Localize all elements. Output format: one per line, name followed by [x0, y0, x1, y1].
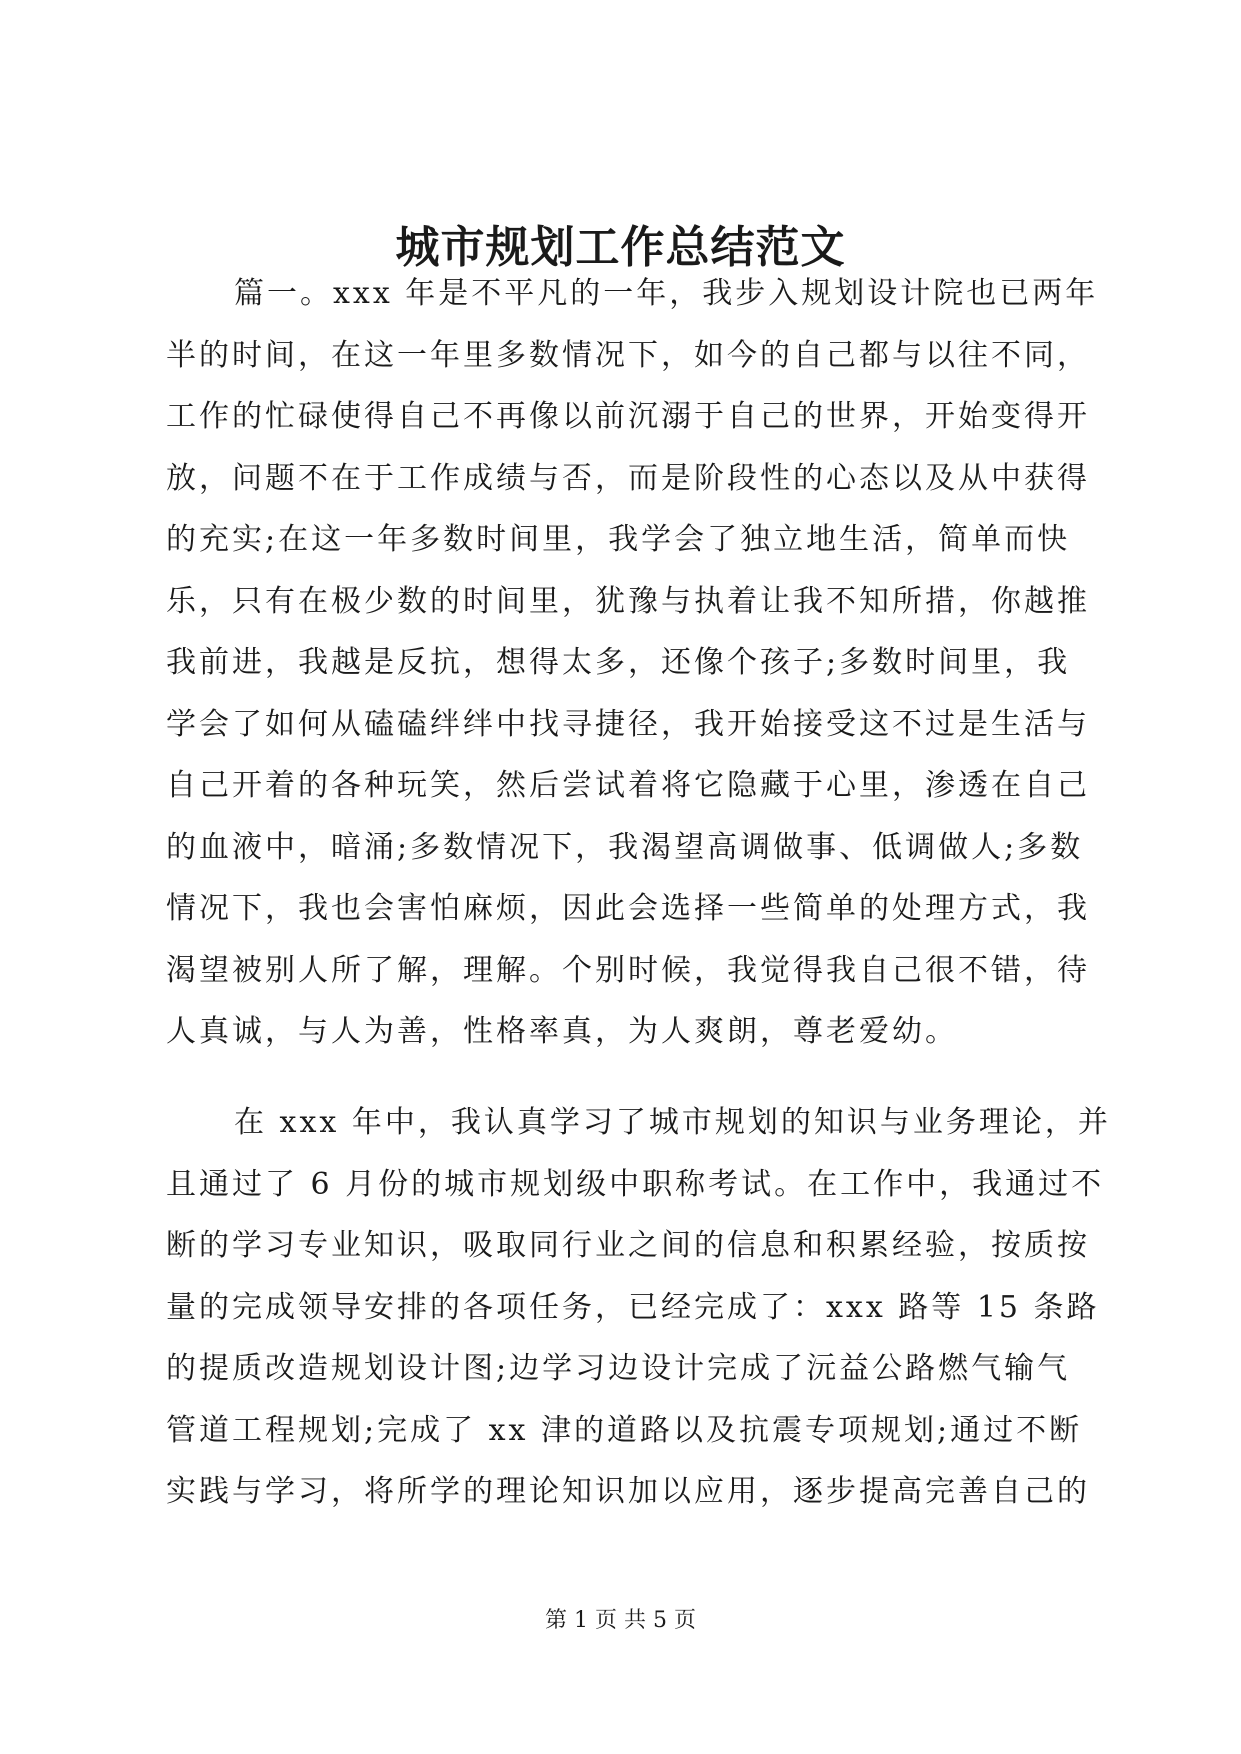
- paragraph-line: 情况下，我也会害怕麻烦，因此会选择一些简单的处理方式，我: [166, 891, 1090, 926]
- paragraph-line: 半的时间，在这一年里多数情况下，如今的自己都与以往不同，: [166, 337, 1090, 373]
- paragraph-line: 在 xxx 年中，我认真学习了城市规划的知识与业务理论，并: [234, 1105, 1111, 1140]
- paragraph-line: 学会了如何从磕磕绊绊中找寻捷径，我开始接受这不过是生活与: [166, 706, 1090, 742]
- paragraph-line: 的充实;在这一年多数时间里，我学会了独立地生活，简单而快: [166, 522, 1071, 557]
- paragraph-line: 的血液中，暗涌;多数情况下，我渴望高调做事、低调做人;多数: [166, 829, 1084, 865]
- paragraph-line: 渴望被别人所了解，理解。个别时候，我觉得我自己很不错，待: [166, 952, 1090, 988]
- paragraph-1: [166, 263, 1099, 1063]
- paragraph-line: 管道工程规划;完成了 xx 津的道路以及抗震专项规划;通过不断: [166, 1412, 1083, 1448]
- paragraph-2: [166, 1092, 1111, 1523]
- document-title: 城市规划工作总结范文: [395, 222, 846, 273]
- paragraph-line: 我前进，我越是反抗，想得太多，还像个孩子;多数时间里，我: [166, 645, 1071, 680]
- paragraph-line: 乐，只有在极少数的时间里，犹豫与执着让我不知所措，你越推: [166, 583, 1090, 619]
- paragraph-line: 且通过了 6 月份的城市规划级中职称考试。在工作中，我通过不: [166, 1166, 1105, 1202]
- paragraph-line: 人真诚，与人为善，性格率真，为人爽朗，尊老爱幼。: [166, 1014, 958, 1049]
- page-footer: 第 1 页 共 5 页: [545, 1608, 696, 1633]
- paragraph-line: 放，问题不在于工作成绩与否，而是阶段性的心态以及从中获得: [166, 460, 1090, 496]
- paragraph-line: 自己开着的各种玩笑，然后尝试着将它隐藏于心里，渗透在自己: [166, 768, 1090, 803]
- paragraph-line: 断的学习专业知识，吸取同行业之间的信息和积累经验，按质按: [166, 1228, 1090, 1263]
- paragraph-line: 量的完成领导安排的各项任务，已经完成了：xxx 路等 15 条路: [166, 1289, 1100, 1325]
- paragraph-line: 篇一。xxx 年是不平凡的一年，我步入规划设计院也已两年: [234, 276, 1099, 311]
- paragraph-line: 工作的忙碌使得自己不再像以前沉溺于自己的世界，开始变得开: [166, 399, 1090, 434]
- paragraph-line: 实践与学习，将所学的理论知识加以应用，逐步提高完善自己的: [166, 1474, 1090, 1509]
- paragraph-line: 的提质改造规划设计图;边学习边设计完成了沅益公路燃气输气: [166, 1351, 1071, 1386]
